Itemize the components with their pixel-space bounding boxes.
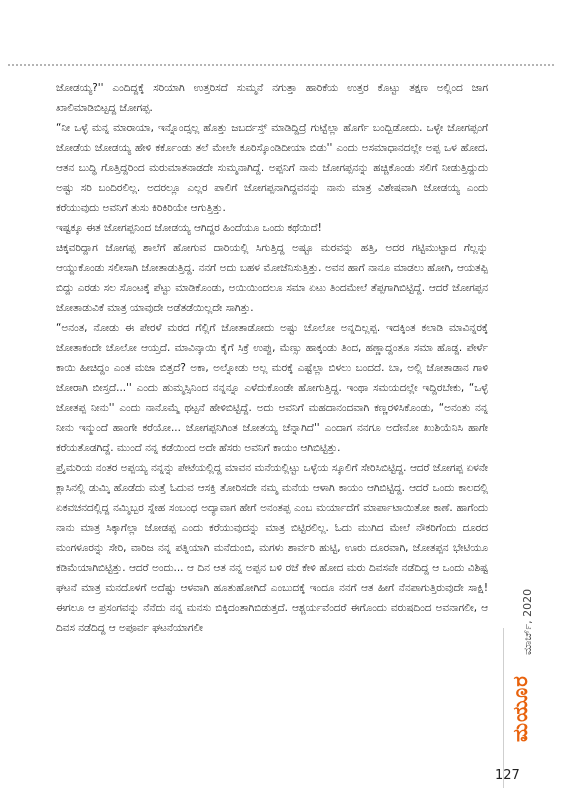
sidebar-divider — [503, 628, 504, 788]
paragraph: “ಅನಂತ, ನೋಡು ಈ ಪೇರಳೆ ಮರದ ಗೆಲ್ಲಿಗೆ ಜೋತಾಡೋದು ಅಷ್ಟು ಚೊಲೋ ಅನ್ನದಿಲ್ಲಪ್ಪ. ಇದಕ್ಕಿಂತ ಕಲಾಡಿ ಮಾವಿನ್ನರಕ್ಕೆ ಜೋತಾಕಂದೇ ಚೊಲೋ ಆಯ್ತದೆ. ಮಾವಿನ್ಕಾಯಿ ಕೈಗೆ ಸಿಕ್ರೆ ಉಪ್ಪು, ಮೆಣ್ಸು ಹಾಕ್ಕಂಡು ತಿಂದ, ಹಣ್ಣಾದ್ದಂತೂ ಸಮಾ ಹೊಡ್ದ. ಪೇರ್ಳೆ ಕಾಯಿ ಹೀಚಿದ್ದಂ ಎಂತ ಮಜಾ ಬಿತ್ತದೆ? ಅಕಾ, ಅಲ್ನೋಡು ಅಲ್ಲ ಮರಕ್ಕೆ ಎಷ್ಟೆಲ್ಲಾ ಬಿಳಲು ಬಂದದೆ. ಬಾ, ಅಲ್ಲಿ ಜೋತಾಡಾನ ಗಾಳಿ ಜೋರಾಗಿ ಬೀಸ್ತದೆ...'' ಎಂದು ಹುಮ್ಮಸ್ಸಿನಿಂದ ನನ್ನನ್ನೂ ಎಳೆದುಕೊಂಡೇ ಹೋಗುತ್ತಿದ್ದ. ಇಂಥಾ ಸಮಯದಲ್ಲೇ ಇದ್ದಿರಬೇಕು, “ಒಳ್ಳೆ ಜೋತಪ್ಪ ನೀನು'' ಎಂದು ನಾನೊಮ್ಮೆ ಥಟ್ಟನೆ ಹೇಳಿಬಿಟ್ಟಿದ್ದೆ. ಅದು ಅವನಿಗೆ ಮಹದಾನಂದವಾಗಿ ಕಣ್ಣರಳಿಸಿಕೊಂಡು, “ಅನಂತು ನನ್ನ ನೀನು ಇನ್ಮುಂದೆ ಹಾಂಗೇ ಕರೆಯೋ... ಜೋಗಪ್ಪನಿಗಿಂತ ಜೋತಯ್ಯ ಚೆನ್ನಾಗಿದೆ'' ಎಂದಾಗ ನನಗೂ ಅದೇನೋ ಖುಶಿಯೆನಿಸಿ ಹಾಗೇ ಕರೆಯತೊಡಗಿದ್ದೆ. ಮುಂದೆ ನನ್ನ ಕಡೆಯಿಂದ ಅದೇ ಹೆಸರು ಅವನಿಗೆ ಕಾಯಂ ಆಗಿಬಿಟ್ಟಿತ್ತು. — [56, 322, 488, 454]
top-dotted-rule — [8, 64, 554, 66]
paragraph: “ನೀ ಒಳ್ಳೆ ಮನ್ನ ಮಾರಾಯಾ, ಇನ್ನೊಂದ್ಸಲ್ಲ ಹೊತ್ತು ಜಬರ್ದಸ್ತ್ ಮಾಡಿದ್ದಿದ್ರೆ ಗುಟ್ಟೆಲ್ಲಾ ಹೊರ್ಗೆ ಬಂದ್ಬಿಡೋದು. ಒಳ್ಳೇ ಜೋಗಪ್ಪಂಗೆ ಜೋಡೆಯ ಜೋಡಯ್ಯ ಹೇಳಿ ಕರ್ಕೊಂಡು ತಲೆ ಮೇಲೇ ಕೂರಿಸ್ಕೊಂಡಿದೀಯಾ ಬಿಡು'' ಎಂದು ಅಸಮಾಧಾನದಲ್ಲೇ ಅಪ್ಪ ಒಳ ಹೋದ. ಆತನ ಬುದ್ಧಿ ಗೊತ್ತಿದ್ದರಿಂದ ಮರುಮಾತನಾಡದೇ ಸುಮ್ಮನಾಗಿದ್ದೆ. ಅಪ್ಪನಿಗೆ ನಾನು ಜೋಗಪ್ಪನನ್ನು ಹಚ್ಚಿಕೊಂಡು ಸಲಿಗೆ ನೀಡುತ್ತಿದ್ದುದು ಅಷ್ಟು ಸರಿ ಬಂದಿರಲಿಲ್ಲ. ಅದರಲ್ಲೂ ಎಲ್ಲರ ಪಾಲಿಗೆ ಜೋಗಪ್ಪನಾಗಿದ್ದವನನ್ನು ನಾನು ಮಾತ್ರ ವಿಶೇಷವಾಗಿ ಜೋಡಯ್ಯ ಎಂದು ಕರೆಯುವುದು ಅವನಿಗೆ ತುಸು ಕಿರಿಕಿರಿಯೇ ಆಗುತ್ತಿತ್ತು. — [56, 122, 488, 214]
paragraph: ಪ್ರೈಮರಿಯ ನಂತರ ಅಪ್ಪಯ್ಯ ನನ್ನನ್ನು ಪೇಟೆಯಲ್ಲಿದ್ದ ಮಾವನ ಮನೆಯಲ್ಲಿಟ್ಟು ಒಳ್ಳೆಯ ಸ್ಕೂಲಿಗೆ ಸೇರಿಸಿಬಿಟ್ಟಿದ್ದ. ಆದರೆ ಜೋಗಪ್ಪ ಏಳನೇ ಕ್ಲಾಸಿನಲ್ಲಿ ಡುಮ್ಕಿ ಹೊಡೆದು ಮತ್ತೆ ಓದುವ ಆಸಕ್ತಿ ತೋರಿಸದೇ ನಮ್ಮ ಮನೆಯ ಆಳಾಗಿ ಕಾಯಂ ಆಗಿಬಿಟ್ಟಿದ್ದ. ಆದರೆ ಒಂದು ಕಾಲದಲ್ಲಿ ಏಕವಚನದಲ್ಲಿದ್ದ ನಮ್ಮಿಬ್ಬರ ಸ್ನೇಹ ಸಂಬಂಧ ಅದ್ಯಾವಾಗ ಹೇಗೆ ಅನಂತಪ್ಪ ಎಂಬ ಮರ್ಯಾದೆಗೆ ಮಾರ್ಪಾಟಾಯಿತೋ ಕಾಣೆ. ಹಾಗೆಂದು ನಾನು ಮಾತ್ರ ಸಿಕ್ಕಾಗೆಲ್ಲಾ ಜೋಡಪ್ಪ ಎಂದು ಕರೆಯುವುದನ್ನು ಮಾತ್ರ ಬಿಟ್ಟಿರಲಿಲ್ಲ. ಓದು ಮುಗಿದ ಮೇಲೆ ನೌಕರಿಗೆಂದು ದೂರದ ಮಂಗಳೂರನ್ನು ಸೇರಿ, ವಾರಿಜ ನನ್ನ ಪತ್ನಿಯಾಗಿ ಮನೆದುಂಬಿ, ಮಗಳು ಶಾರ್ವರಿ ಹುಟ್ಟಿ, ಊರು ದೂರವಾಗಿ, ಜೋತಪ್ಪನ ಭೇಟಿಯೂ ಕಡಿಮೆಯಾಗಿಬಿಟ್ಟಿತ್ತು. ಆದರೆ ಅಂದು... ಆ ದಿನ ಆತ ನನ್ನ ಅಪ್ಪನ ಬಳಿ ರಜೆ ಕೇಳಿ ಹೋದ ಮರು ದಿವಸವೇ ನಡೆದಿದ್ದ ಆ ಒಂದು ವಿಶಿಷ್ಟ ಘಟನೆ ಮಾತ್ರ ಮನದೊಳಗೆ ಅದೆಷ್ಟು ಆಳವಾಗಿ ಹೂತುಹೋಗಿದೆ ಎಂಬುದಕ್ಕೆ ಇಂದೂ ನನಗೆ ಆತ ಹೀಗೆ ನೆನಪಾಗುತ್ತಿರುವುದೇ ಸಾಕ್ಷಿ! ಈಗಲೂ ಆ ಪ್ರಸಂಗವನ್ನು ನೆನೆದು ನನ್ನ ಮನಸು ಬಿಕ್ಕಿದಂತಾಗಿಬಿಡುತ್ತದೆ. ಆಶ್ಚರ್ಯವೆಂದರೆ ಈಗೊಂದು ವರುಷದಿಂದ ಅವನಾಗಲೀ, ಆ ದಿವಸ ನಡೆದಿದ್ದ ಆ ಅಪೂರ್ವ ಘಟನೆಯಾಗಲೀ — [56, 462, 488, 634]
page-number: 127 — [495, 768, 520, 783]
paragraph: ಇಷ್ಟಕ್ಕೂ ಈತ ಜೋಗಪ್ಪನಿಂದ ಜೋಡಯ್ಯ ಆಗಿದ್ದರ ಹಿಂದೆಯೂ ಒಂದು ಕಥೆಯಿದೆ! — [56, 222, 322, 234]
paragraph: ಜೋಡಯ್ಯ?'' ಎಂದಿದ್ದಕ್ಕೆ ಸರಿಯಾಗಿ ಉತ್ತರಿಸದೆ ಸುಮ್ಮನೆ ನಗುತ್ತಾ ಹಾರಿಕೆಯ ಉತ್ತರ ಕೊಟ್ಟು ತಕ್ಷಣ ಅಲ್ಲಿಂದ ಜಾಗ ಖಾಲಿಮಾಡಿಬಿಟ್ಟದ್ದ ಜೋಗಪ್ಪ. — [56, 82, 488, 114]
magazine-logo: ಮಯೂರ — [508, 675, 532, 742]
paragraph: ಚಿಕ್ಕವರಿದ್ದಾಗ ಜೋಗಪ್ಪ ಶಾಲೆಗೆ ಹೋಗುವ ದಾರಿಯಲ್ಲಿ ಸಿಗುತ್ತಿದ್ದ ಅಷ್ಟೂ ಮರವನ್ನು ಹತ್ತಿ, ಅದರ ಗಟ್ಟಿಮುಟ್ಟಾದ ಗೆಲ್ಲನ್ನು ಆಯ್ದುಕೊಂಡು ಸಲೀಸಾಗಿ ಜೋತಾಡುತ್ತಿದ್ದ. ನನಗೆ ಅದು ಬಹಳ ಮೋಜೆನಿಸುತ್ತಿತ್ತು. ಅವನ ಹಾಗೆ ನಾನೂ ಮಾಡಲು ಹೋಗಿ, ಆಯತಪ್ಪಿ ಬಿದ್ದು ಎರಡು ಸಲ ಸೊಂಟಕ್ಕೆ ಪೆಟ್ಟು ಮಾಡಿಕೊಂಡು, ಅಯಿಯಿಂದಲೂ ಸಮಾ ಏಟು ತಿಂದಮೇಲೆ ತೆಪ್ಪಗಾಗಿಬಿಟ್ಟಿದ್ದೆ. ಆದರೆ ಜೋಗಪ್ಪನ ಜೋತಾಡುವಿಕೆ ಮಾತ್ರ ಯಾವುದೇ ಅಡೆತಡೆಯಿಲ್ಲದೇ ಸಾಗಿತ್ತು. — [56, 242, 488, 314]
article-body — [56, 78, 488, 638]
issue-date: ಮಾರ್ಚ್, 2020 — [521, 588, 534, 655]
